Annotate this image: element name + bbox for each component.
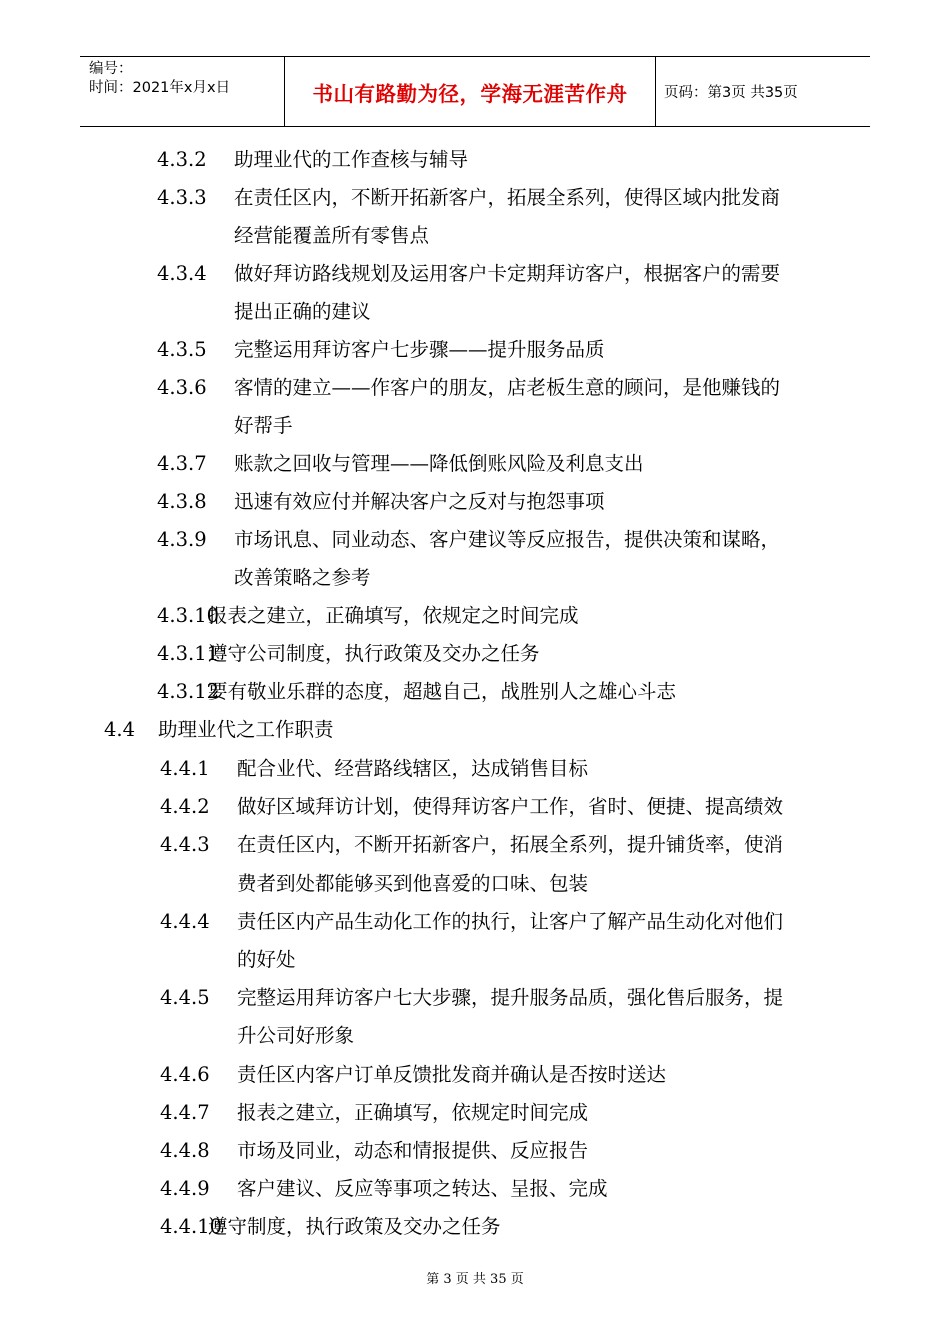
section-number: 4.4.3 (160, 833, 210, 856)
section-number: 4.3.6 (157, 376, 207, 399)
section-text: 提出正确的建议 (234, 300, 371, 323)
section-number: 4.3.9 (157, 528, 207, 551)
section-text: 客户建议、反应等事项之转达、呈报、完成 (237, 1177, 608, 1200)
section-number: 4.3.5 (157, 338, 207, 361)
document-header (80, 56, 870, 127)
section-number: 4.4.9 (160, 1177, 210, 1200)
section-number: 4.4.6 (160, 1063, 210, 1086)
section-text: 要有敬业乐群的态度，超越自己，战胜别人之雄心斗志 (208, 680, 677, 703)
header-meta (89, 60, 284, 98)
section-number: 4.4.1 (160, 757, 210, 780)
section-text: 在责任区内，不断开拓新客户，拓展全系列，使得区域内批发商 (234, 186, 781, 209)
date-label: 时间：2021年x月x日 (89, 80, 231, 96)
section-text: 助理业代的工作查核与辅导 (234, 148, 469, 171)
section-number: 4.4.2 (160, 795, 210, 818)
section-text: 报表之建立，正确填写，依规定之时间完成 (208, 604, 579, 627)
section-number: 4.4.7 (160, 1101, 210, 1124)
section-text: 做好区域拜访计划，使得拜访客户工作，省时、便捷、提高绩效 (237, 795, 784, 818)
section-number: 4.3.10 (157, 604, 220, 627)
section-text: 完整运用拜访客户七步骤——提升服务品质 (234, 338, 605, 361)
section-text: 完整运用拜访客户七大步骤，提升服务品质，强化售后服务，提 (237, 986, 784, 1009)
section-text: 助理业代之工作职责 (158, 718, 334, 741)
section-text: 责任区内客户订单反馈批发商并确认是否按时送达 (237, 1063, 667, 1086)
section-text: 报表之建立，正确填写，依规定时间完成 (237, 1101, 589, 1124)
section-text: 改善策略之参考 (234, 566, 371, 589)
header-page-info: 页码：第3页 共35页 (664, 85, 798, 101)
section-text: 配合业代、经营路线辖区，达成销售目标 (237, 757, 589, 780)
section-text: 客情的建立——作客户的朋友，店老板生意的顾问，是他赚钱的 (234, 376, 781, 399)
section-number: 4.4.5 (160, 986, 210, 1009)
section-text: 迅速有效应付并解决客户之反对与抱怨事项 (234, 490, 605, 513)
section-number: 4.3.2 (157, 148, 207, 171)
section-text: 经营能覆盖所有零售点 (234, 224, 430, 247)
code-label: 编号： (89, 61, 133, 77)
section-number: 4.4 (104, 718, 136, 741)
section-text: 遵守公司制度，执行政策及交办之任务 (208, 642, 540, 665)
section-text: 在责任区内，不断开拓新客户，拓展全系列，提升铺货率，使消 (237, 833, 784, 856)
section-text: 账款之回收与管理——降低倒账风险及利息支出 (234, 452, 644, 475)
section-text: 遵守制度，执行政策及交办之任务 (208, 1215, 501, 1238)
section-number: 4.3.4 (157, 262, 207, 285)
section-number: 4.4.4 (160, 910, 210, 933)
section-number: 4.4.10 (160, 1215, 223, 1238)
section-text: 市场及同业，动态和情报提供、反应报告 (237, 1139, 589, 1162)
header-motto: 书山有路勤为径，学海无涯苦作舟 (284, 57, 656, 126)
section-number: 4.3.7 (157, 452, 207, 475)
section-number: 4.3.3 (157, 186, 207, 209)
section-text: 费者到处都能够买到他喜爱的口味、包装 (237, 872, 589, 895)
page-footer: 第 3 页 共 35 页 (426, 1272, 524, 1287)
section-number: 4.3.8 (157, 490, 207, 513)
section-text: 做好拜访路线规划及运用客户卡定期拜访客户，根据客户的需要 (234, 262, 781, 285)
section-text: 责任区内产品生动化工作的执行，让客户了解产品生动化对他们 (237, 910, 784, 933)
section-text: 好帮手 (234, 414, 293, 437)
section-number: 4.3.11 (157, 642, 220, 665)
section-text: 市场讯息、同业动态、客户建议等反应报告，提供决策和谋略， (234, 528, 781, 551)
section-text: 升公司好形象 (237, 1024, 355, 1047)
section-number: 4.3.12 (157, 680, 220, 703)
section-number: 4.4.8 (160, 1139, 210, 1162)
section-text: 的好处 (237, 948, 296, 971)
